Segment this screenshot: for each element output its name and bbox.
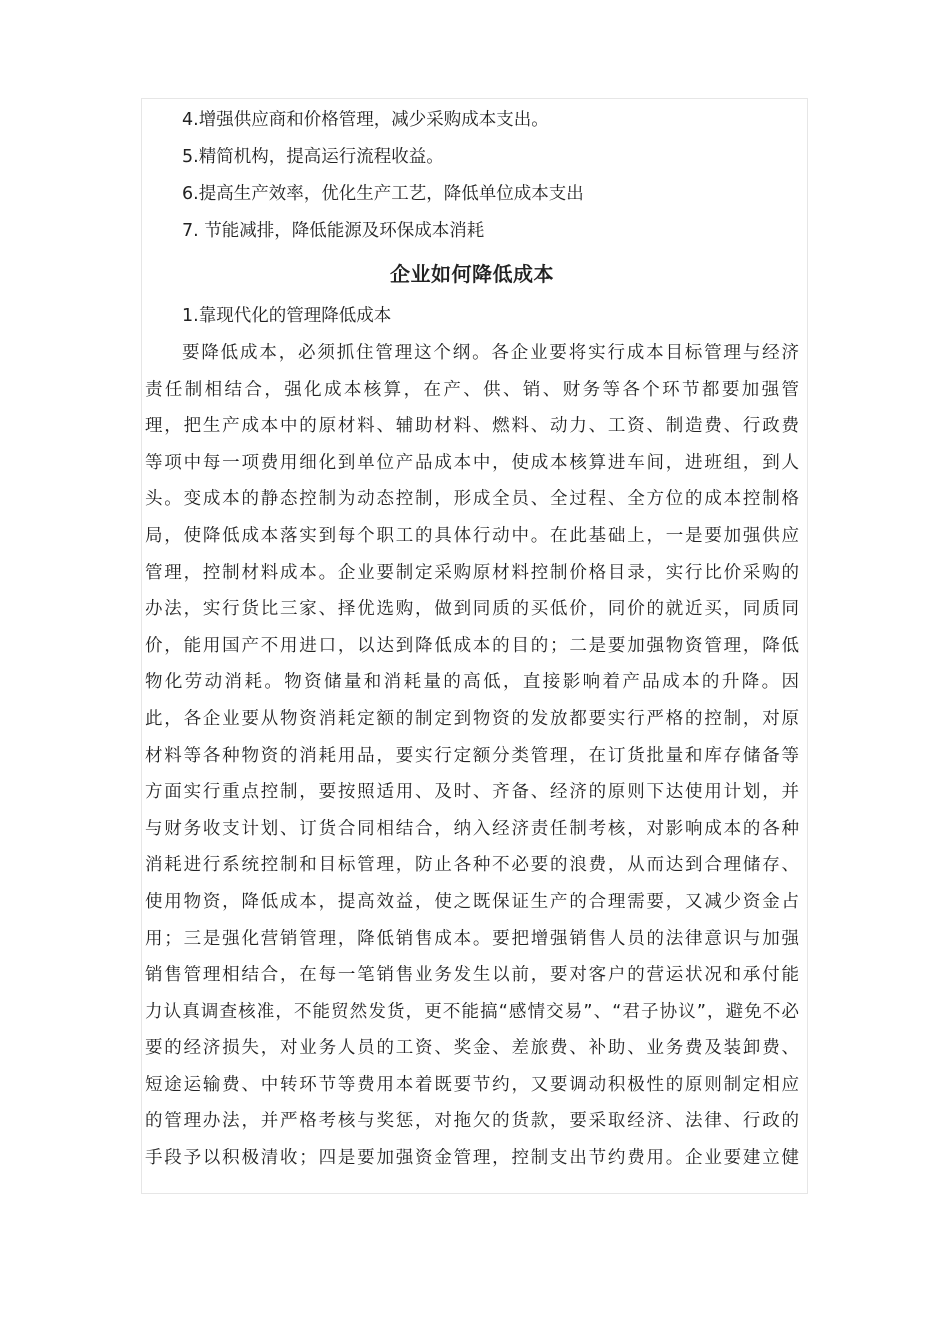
paragraph-line: 与财务收支计划、订货合同相结合，纳入经济责任制考核，对影响成本的各种 [145,818,799,839]
paragraph-line: 局，使降低成本落实到每个职工的具体行动中。在此基础上，一是要加强供应 [145,525,799,546]
paragraph-line: 理，把生产成本中的原材料、辅助材料、燃料、动力、工资、制造费、行政费 [145,416,799,437]
list-item: 4.增强供应商和价格管理，减少采购成本支出。 [182,110,549,130]
paragraph-line: 价，能用国产不用进口，以达到降低成本的目的；二是要加强物资管理，降低 [145,635,799,656]
paragraph-line: 的管理办法，并严格考核与奖惩，对拖欠的货款，要采取经济、法律、行政的 [145,1111,799,1132]
body-paragraph [145,335,799,1177]
paragraph-line: 等项中每一项费用细化到单位产品成本中，使成本核算进车间，进班组，到人 [145,452,799,473]
paragraph-line: 责任制相结合，强化成本核算，在产、供、销、财务等各个环节都要加强管 [145,379,799,400]
list-item: 6.提高生产效率，优化生产工艺，降低单位成本支出 [182,184,584,204]
paragraph-line: 此，各企业要从物资消耗定额的制定到物资的发放都要实行严格的控制，对原 [145,708,799,729]
paragraph-line: 用；三是强化营销管理，降低销售成本。要把增强销售人员的法律意识与加强 [145,928,799,949]
paragraph-line: 手段予以积极清收；四是要加强资金管理，控制支出节约费用。企业要建立健 [145,1148,799,1169]
paragraph-line: 管理，控制材料成本。企业要制定采购原材料控制价格目录，实行比价采购的 [145,562,799,583]
paragraph-line: 销售管理相结合，在每一笔销售业务发生以前，要对客户的营运状况和承付能 [145,965,799,986]
list-item: 5.精简机构，提高运行流程收益。 [182,147,444,167]
paragraph-line: 方面实行重点控制，要按照适用、及时、齐备、经济的原则下达使用计划，并 [145,782,799,803]
paragraph-line: 物化劳动消耗。物资储量和消耗量的高低，直接影响着产品成本的升降。因 [145,672,799,693]
paragraph-line: 头。变成本的静态控制为动态控制，形成全员、全过程、全方位的成本控制格 [145,489,799,510]
list-item: 7. 节能减排，降低能源及环保成本消耗 [182,221,485,241]
subheading: 1.靠现代化的管理降低成本 [182,306,392,326]
document-body [145,102,799,1177]
paragraph-line: 消耗进行系统控制和目标管理，防止各种不必要的浪费，从而达到合理储存、 [145,855,799,876]
paragraph-line: 短途运输费、中转环节等费用本着既要节约，又要调动积极性的原则制定相应 [145,1074,799,1095]
paragraph-line: 力认真调查核准，不能贸然发货，更不能搞“感情交易”、“君子协议”，避免不必 [145,1001,799,1022]
paragraph-line: 使用物资，降低成本，提高效益，使之既保证生产的合理需要，又减少资金占 [145,891,799,912]
section-title: 企业如何降低成本 [390,262,554,286]
paragraph-line: 要的经济损失，对业务人员的工资、奖金、差旅费、补助、业务费及装卸费、 [145,1038,799,1059]
paragraph-line: 办法，实行货比三家、择优选购，做到同质的买低价，同价的就近买，同质同 [145,599,799,620]
paragraph-line: 要降低成本，必须抓住管理这个纲。各企业要将实行成本目标管理与经济 [182,343,799,363]
paragraph-line: 材料等各种物资的消耗用品，要实行定额分类管理，在订货批量和库存储备等 [145,745,799,766]
